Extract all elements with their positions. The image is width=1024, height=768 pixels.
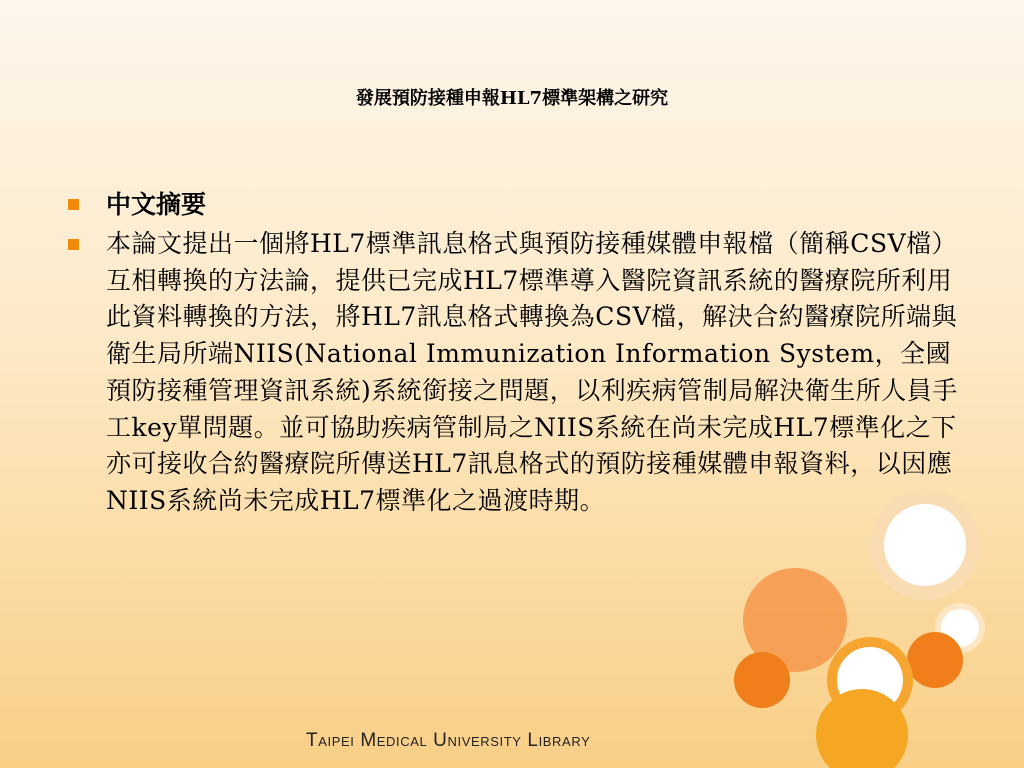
decor-circle-orange-right [907, 632, 963, 688]
bullet-abstract-text: 本論文提出一個將HL7標準訊息格式與預防接種媒體申報檔（簡稱CSV檔）互相轉換的方法論，提供已完成HL7標準導入醫院資訊系統的醫療院所利用此資料轉換的方法，將HL7訊息格式轉換為CSV檔，解決合約醫療院所端與衛生局所端NIIS(National Immunization Information System，全國預防接種管理資訊系統)系統銜接之問題，以利疾病管制局解決衛生所人員手工key單問題。並可協助疾病管制局之NIIS系統在尚未完成HL7標準化之下亦可接收合約醫療院所傳送HL7訊息格式的預防接種媒體申報資料，以因應NIIS系統尚未完成HL7標準化之過渡時期。 [106, 229, 958, 515]
bullet-heading-text: 中文摘要 [106, 190, 207, 219]
footer-library-name: Taipei Medical University Library [306, 730, 591, 751]
square-bullet-icon [68, 199, 79, 210]
square-bullet-icon [68, 239, 79, 250]
decor-circle-orange-big [743, 568, 847, 672]
decor-circle-orange-left [734, 652, 790, 708]
decor-circle-white-small [938, 606, 982, 650]
bullet-heading [68, 188, 958, 222]
slide-title: 發展預防接種申報HL7標準架構之研究 [355, 88, 669, 109]
decor-circle-gold [816, 689, 908, 768]
bullet-abstract [68, 226, 958, 520]
slide-content [68, 188, 958, 520]
decor-circle-ring-bottom [832, 642, 908, 718]
